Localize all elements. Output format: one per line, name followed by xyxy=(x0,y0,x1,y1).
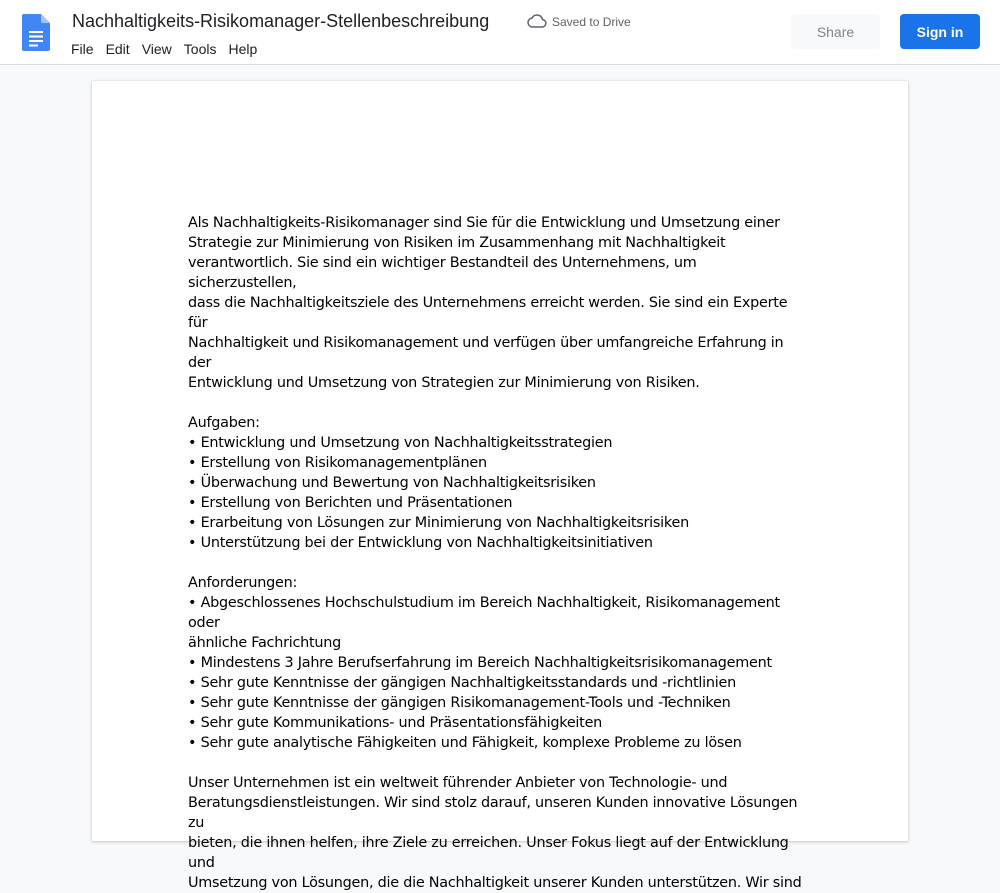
intro-line: Nachhaltigkeit und Risikomanagement und verfügen über umfangreiche Erfahrung in der xyxy=(188,335,784,371)
menu-tools[interactable]: Tools xyxy=(183,41,217,57)
share-button[interactable]: Share xyxy=(791,14,880,49)
requirement-item: • Abgeschlossenes Hochschulstudium im Bereich Nachhaltigkeit, Risikomanagement oder xyxy=(188,595,780,631)
task-item: • Erstellung von Berichten und Präsentationen xyxy=(188,495,513,511)
intro-line: dass die Nachhaltigkeitsziele des Unternehmens erreicht werden. Sie sind ein Experte für xyxy=(188,295,788,331)
requirement-item: • Sehr gute Kenntnisse der gängigen Risikomanagement-Tools und -Techniken xyxy=(188,695,731,711)
intro-line: verantwortlich. Sie sind ein wichtiger Bestandteil des Unternehmens, um sicherzustellen, xyxy=(188,255,697,291)
requirement-item: • Sehr gute Kenntnisse der gängigen Nachhaltigkeitsstandards und -richtlinien xyxy=(188,675,736,691)
task-item: • Erstellung von Risikomanagementplänen xyxy=(188,455,487,471)
document-title[interactable]: Nachhaltigkeits-Risikomanager-Stellenbeschreibung xyxy=(72,11,490,31)
menu-help[interactable]: Help xyxy=(228,41,258,57)
menu-edit[interactable]: Edit xyxy=(105,41,130,57)
requirement-item: • Sehr gute Kommunikations- und Präsentationsfähigkeiten xyxy=(188,715,603,731)
task-item: • Unterstützung bei der Entwicklung von Nachhaltigkeitsinitiativen xyxy=(188,535,653,551)
task-item: • Überwachung und Bewertung von Nachhaltigkeitsrisiken xyxy=(188,475,596,491)
tasks-heading: Aufgaben: xyxy=(188,415,260,431)
task-item: • Erarbeitung von Lösungen zur Minimierung von Nachhaltigkeitsrisiken xyxy=(188,515,689,531)
company-line: bieten, die ihnen helfen, ihre Ziele zu erreichen. Unser Fokus liegt auf der Entwicklung und xyxy=(188,835,789,871)
company-line: Beratungsdienstleistungen. Wir sind stolz darauf, unseren Kunden innovative Lösungen zu xyxy=(188,795,798,831)
task-item: • Entwicklung und Umsetzung von Nachhaltigkeitsstrategien xyxy=(188,435,613,451)
cloud-done-icon xyxy=(528,14,546,31)
menu-bar xyxy=(71,40,263,58)
intro-line: Entwicklung und Umsetzung von Strategien zur Minimierung von Risiken. xyxy=(188,375,700,391)
requirement-item: • Mindestens 3 Jahre Berufserfahrung im Bereich Nachhaltigkeitsrisikomanagement xyxy=(188,655,772,671)
saved-status-label: Saved to Drive xyxy=(552,15,631,29)
document-body xyxy=(188,213,808,893)
menu-view[interactable]: View xyxy=(141,41,172,57)
document-canvas[interactable] xyxy=(0,65,1000,891)
intro-line: Als Nachhaltigkeits-Risikomanager sind Sie für die Entwicklung und Umsetzung einer xyxy=(188,215,780,231)
docs-logo-icon[interactable] xyxy=(22,14,50,51)
saved-status xyxy=(528,14,631,30)
sign-in-button[interactable]: Sign in xyxy=(900,14,980,49)
company-line: Umsetzung von Lösungen, die die Nachhaltigkeit unserer Kunden unterstützen. Wir sind xyxy=(188,875,802,891)
document-page[interactable] xyxy=(92,81,908,891)
intro-line: Strategie zur Minimierung von Risiken im Zusammenhang mit Nachhaltigkeit xyxy=(188,235,726,251)
menu-file[interactable]: File xyxy=(71,41,94,57)
top-bar xyxy=(0,0,1000,65)
requirement-item: • Sehr gute analytische Fähigkeiten und Fähigkeit, komplexe Probleme zu lösen xyxy=(188,735,742,751)
company-line: Unser Unternehmen ist ein weltweit führender Anbieter von Technologie- und xyxy=(188,775,728,791)
requirements-heading: Anforderungen: xyxy=(188,575,298,591)
requirement-item: ähnliche Fachrichtung xyxy=(188,635,342,651)
